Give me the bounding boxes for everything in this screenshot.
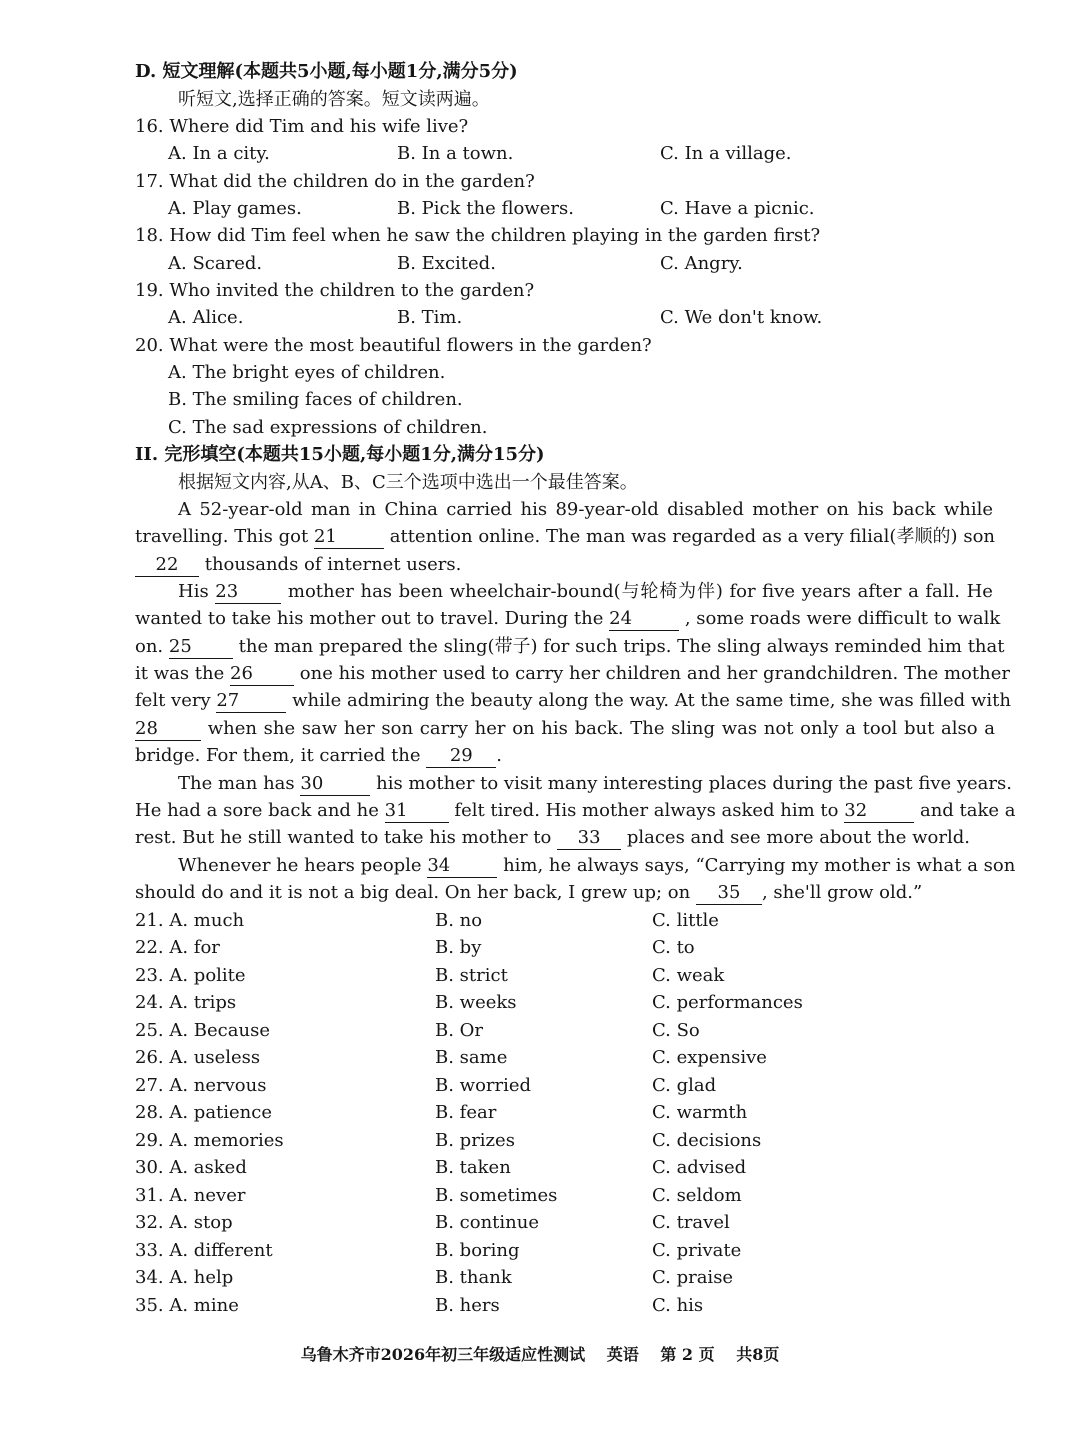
text: rest. But he still wanted to take his mother to (135, 827, 552, 848)
option-c: C. advised (652, 1157, 747, 1178)
question-19: 19. Who invited the children to the garden? (135, 280, 535, 301)
option-b: B. taken (435, 1157, 511, 1178)
option-a: 34. A. help (135, 1267, 234, 1288)
text: The man has (178, 773, 295, 794)
text: attention online. The man was regarded as a very filial(孝顺的) son (389, 526, 995, 547)
passage-line (135, 633, 1005, 660)
option-b: B. fear (435, 1102, 497, 1123)
question-16: 16. Where did Tim and his wife live? (135, 116, 469, 137)
passage-line (135, 687, 1011, 714)
passage-line (178, 770, 1012, 797)
text: felt tired. His mother always asked him to (454, 800, 839, 821)
text: thousands of internet users. (204, 554, 462, 575)
blank-21[interactable]: 21 (314, 526, 384, 549)
text: travelling. This got (135, 526, 309, 547)
option-b: B. same (435, 1047, 508, 1068)
text: wanted to take his mother out to travel. During the (135, 608, 604, 629)
option-b: B. Excited. (397, 253, 496, 274)
text: him, he always says, “Carrying my mother is what a son (503, 855, 1016, 876)
blank-23[interactable]: 23 (215, 581, 281, 604)
option-a: 32. A. stop (135, 1212, 233, 1233)
blank-27[interactable]: 27 (216, 690, 286, 713)
blank-25[interactable]: 25 (169, 636, 233, 659)
passage-line (135, 824, 995, 851)
text: should do and it is not a big deal. On her back, I grew up; on (135, 882, 691, 903)
option-b: B. continue (435, 1212, 540, 1233)
option-c: C. seldom (652, 1185, 742, 1206)
option-b: B. In a town. (397, 143, 514, 164)
text: mother has been wheelchair-bound(与轮椅为伴) for five years after a fall. He (287, 581, 993, 602)
text: places and see more about the world. (626, 827, 970, 848)
option-a: 24. A. trips (135, 992, 237, 1013)
option-c: C. little (652, 910, 719, 931)
option-c: C. decisions (652, 1130, 762, 1151)
question-18: 18. How did Tim feel when he saw the children playing in the garden first? (135, 225, 821, 246)
blank-29[interactable]: 29 (426, 745, 496, 768)
question-20-option-a: A. The bright eyes of children. (168, 362, 446, 383)
option-c: C. performances (652, 992, 803, 1013)
option-c: C. glad (652, 1075, 717, 1096)
page-footer (0, 1342, 1080, 1365)
option-b: B. Pick the flowers. (397, 198, 574, 219)
passage-line (135, 797, 1016, 824)
page-number: 第 2 页 (660, 1345, 715, 1364)
text: and take a (919, 800, 1016, 821)
option-c: C. Have a picnic. (660, 198, 815, 219)
option-c: C. So (652, 1020, 700, 1041)
question-20: 20. What were the most beautiful flowers in the garden? (135, 335, 652, 356)
section-ii-instruction: 根据短文内容,从A、B、C三个选项中选出一个最佳答案。 (178, 472, 638, 493)
option-a: 29. A. memories (135, 1130, 284, 1151)
passage-line (178, 852, 1016, 879)
option-b: B. hers (435, 1295, 500, 1316)
section-d-title: D. 短文理解(本题共5小题,每小题1分,满分5分) (135, 61, 518, 82)
blank-30[interactable]: 30 (300, 773, 370, 796)
passage-line (135, 605, 1001, 632)
passage-line (135, 551, 995, 578)
subject: 英语 (606, 1345, 639, 1364)
blank-35[interactable]: 35 (696, 882, 762, 905)
text: . (496, 745, 503, 766)
option-c: C. We don't know. (660, 307, 823, 328)
text: his mother to visit many interesting places during the past five years. (376, 773, 1012, 794)
text: the man prepared the sling(带子) for such trips. The sling always reminded him that (238, 636, 1005, 657)
passage-line (135, 879, 995, 906)
blank-26[interactable]: 26 (230, 663, 294, 686)
blank-22[interactable]: 22 (135, 554, 199, 577)
option-a: 26. A. useless (135, 1047, 261, 1068)
option-a: 28. A. patience (135, 1102, 273, 1123)
option-b: B. no (435, 910, 483, 931)
question-20-option-c: C. The sad expressions of children. (168, 417, 488, 438)
blank-34[interactable]: 34 (427, 855, 497, 878)
option-b: B. worried (435, 1075, 532, 1096)
text: it was the (135, 663, 225, 684)
option-c: C. warmth (652, 1102, 748, 1123)
text: felt very (135, 690, 211, 711)
option-a: A. Play games. (168, 198, 302, 219)
option-b: B. by (435, 937, 482, 958)
option-a: 31. A. never (135, 1185, 246, 1206)
passage-line (135, 742, 995, 769)
total-pages: 共8页 (736, 1345, 780, 1364)
question-20-option-b: B. The smiling faces of children. (168, 389, 463, 410)
passage-line: A 52-year-old man in China carried his 89-year-old disabled mother on his back while (178, 499, 993, 520)
blank-28[interactable]: 28 (135, 718, 201, 741)
text: Whenever he hears people (178, 855, 422, 876)
section-ii-title: II. 完形填空(本题共15小题,每小题1分,满分15分) (135, 444, 545, 465)
option-b: B. thank (435, 1267, 512, 1288)
section-d-instruction: 听短文,选择正确的答案。短文读两遍。 (178, 89, 490, 110)
option-a: 22. A. for (135, 937, 220, 958)
option-c: C. Angry. (660, 253, 743, 274)
option-b: B. prizes (435, 1130, 515, 1151)
text: when she saw her son carry her on his back. The sling was not only a tool but also a (207, 718, 995, 739)
text: , she'll grow old.” (761, 882, 923, 903)
text: one his mother used to carry her children and her grandchildren. The mother (299, 663, 1010, 684)
text: while admiring the beauty along the way. At the same time, she was filled with (292, 690, 1011, 711)
option-a: A. In a city. (168, 143, 270, 164)
passage-line (135, 715, 995, 742)
text: , some roads were difficult to walk (684, 608, 1001, 629)
text: He had a sore back and he (135, 800, 379, 821)
exam-name: 乌鲁木齐市2026年初三年级适应性测试 (300, 1345, 586, 1364)
option-c: C. praise (652, 1267, 734, 1288)
option-c: C. his (652, 1295, 704, 1316)
option-c: C. expensive (652, 1047, 767, 1068)
blank-33[interactable]: 33 (557, 827, 621, 850)
option-a: A. Alice. (168, 307, 244, 328)
option-c: C. weak (652, 965, 725, 986)
option-b: B. Or (435, 1020, 484, 1041)
option-a: A. Scared. (168, 253, 263, 274)
text: on. (135, 636, 164, 657)
option-b: B. sometimes (435, 1185, 558, 1206)
passage-line (178, 578, 993, 605)
option-a: 23. A. polite (135, 965, 246, 986)
text: His (178, 581, 209, 602)
option-b: B. strict (435, 965, 508, 986)
blank-24[interactable]: 24 (609, 608, 679, 631)
option-c: C. travel (652, 1212, 730, 1233)
passage-line (135, 660, 1010, 687)
option-a: 21. A. much (135, 910, 245, 931)
option-c: C. In a village. (660, 143, 792, 164)
option-a: 27. A. nervous (135, 1075, 267, 1096)
blank-32[interactable]: 32 (844, 800, 914, 823)
option-c: C. to (652, 937, 695, 958)
option-c: C. private (652, 1240, 742, 1261)
option-a: 30. A. asked (135, 1157, 247, 1178)
option-b: B. boring (435, 1240, 520, 1261)
blank-31[interactable]: 31 (385, 800, 449, 823)
option-b: B. weeks (435, 992, 517, 1013)
option-b: B. Tim. (397, 307, 463, 328)
text: bridge. For them, it carried the (135, 745, 421, 766)
option-a: 33. A. different (135, 1240, 273, 1261)
option-a: 35. A. mine (135, 1295, 239, 1316)
passage-line (135, 523, 995, 550)
question-17: 17. What did the children do in the garden? (135, 171, 535, 192)
option-a: 25. A. Because (135, 1020, 270, 1041)
